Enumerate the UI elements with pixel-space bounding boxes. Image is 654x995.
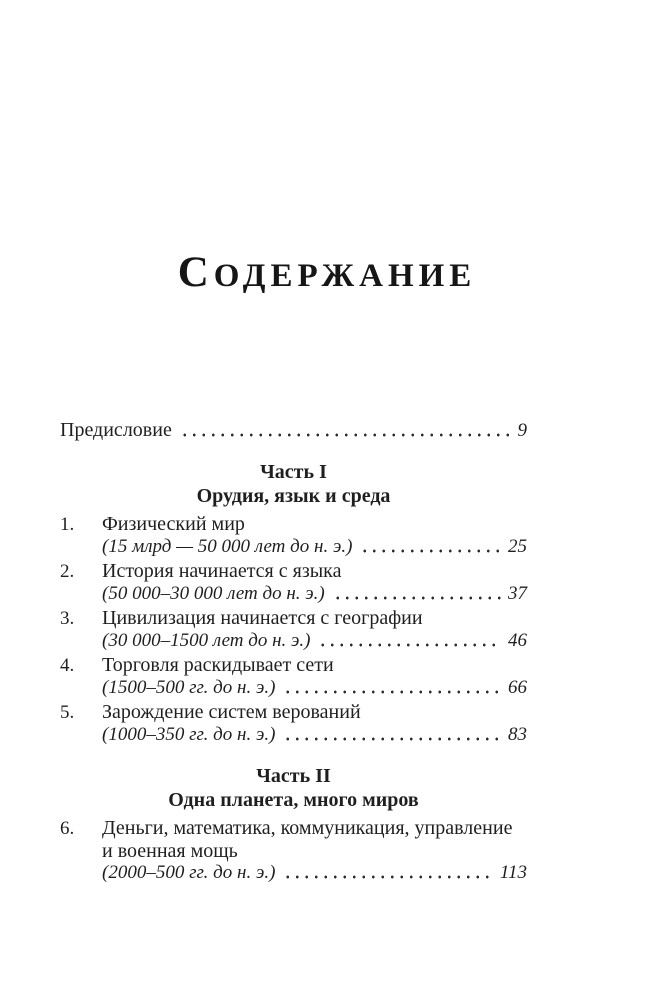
item-page-number: 46 <box>508 630 527 652</box>
item-number: 4. <box>60 655 75 677</box>
item-page-number: 113 <box>499 862 527 884</box>
dot-leader <box>333 583 501 605</box>
toc-item <box>60 701 527 746</box>
item-dates: (15 млрд — 50 000 лет до н. э.) <box>102 536 353 558</box>
preface-page-number: 9 <box>517 420 527 442</box>
toc-item <box>60 560 527 605</box>
item-title: История начинается с языка <box>102 560 342 583</box>
toc-item <box>60 817 527 884</box>
dot-leader <box>360 536 501 558</box>
part-1-items <box>60 513 527 746</box>
item-title: Зарождение систем верований <box>102 701 361 724</box>
item-page-number: 83 <box>508 724 527 746</box>
toc-content <box>0 419 654 884</box>
preface-label: Предисловие <box>60 419 172 442</box>
part-1-heading: Часть I <box>260 461 327 484</box>
preface-row <box>60 419 527 442</box>
item-page-number: 66 <box>508 677 527 699</box>
item-page-number: 37 <box>508 583 527 605</box>
item-dates: (1500–500 гг. до н. э.) <box>102 677 276 699</box>
part-2-items <box>60 817 527 884</box>
dot-leader <box>318 630 501 652</box>
toc-item <box>60 513 527 558</box>
dot-leader <box>283 862 493 884</box>
item-number: 3. <box>60 608 75 630</box>
dot-leader <box>283 677 501 699</box>
item-number: 2. <box>60 561 75 583</box>
item-title: Цивилизация начинается с географии <box>102 607 423 630</box>
item-title: Физический мир <box>102 513 245 536</box>
part-1-subtitle: Орудия, язык и среда <box>196 485 391 508</box>
item-number: 1. <box>60 514 75 536</box>
dot-leader <box>283 724 501 746</box>
item-title: Торговля раскидывает сети <box>102 654 334 677</box>
item-title: Деньги, математика, коммуникация, управление <box>102 817 513 840</box>
part-section-2 <box>60 764 527 884</box>
item-title-continued: и военная мощь <box>102 840 238 863</box>
item-dates: (30 000–1500 лет до н. э.) <box>102 630 311 652</box>
toc-item <box>60 607 527 652</box>
item-dates: (50 000–30 000 лет до н. э.) <box>102 583 325 605</box>
part-2-subtitle: Одна планета, много миров <box>168 789 419 812</box>
part-section-1 <box>60 460 527 746</box>
part-2-heading: Часть II <box>256 765 331 788</box>
toc-item <box>60 654 527 699</box>
dot-leader <box>180 419 511 442</box>
page-title: СОДЕРЖАНИЕ <box>177 249 477 296</box>
item-number: 5. <box>60 702 75 724</box>
item-page-number: 25 <box>508 536 527 558</box>
item-dates: (2000–500 гг. до н. э.) <box>102 862 276 884</box>
item-dates: (1000–350 гг. до н. э.) <box>102 724 276 746</box>
item-number: 6. <box>60 818 75 840</box>
